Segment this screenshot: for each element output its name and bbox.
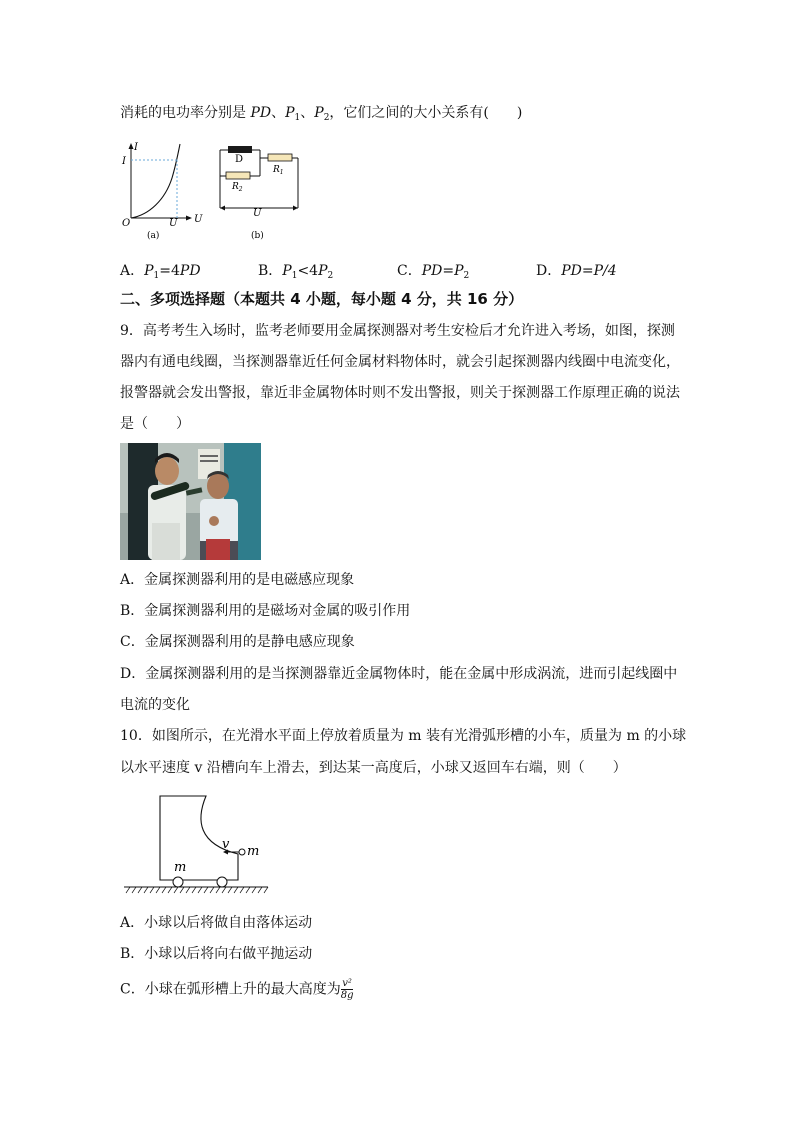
q8-option-c: C．$PD=P_2$ [397, 263, 470, 281]
q9-option-d-line-1: D．金属探测器利用的是当探测器靠近金属物体时，能在金属中形成涡流，进而引起线圈中 [120, 666, 678, 682]
y-tick-label: I [122, 156, 126, 167]
resistor-r2 [226, 172, 250, 179]
wheel-left-icon [173, 877, 183, 887]
q8-option-b: B．$P_1<4P_2$ [258, 263, 334, 281]
q10-stem-line-1: 10．如图所示，在光滑水平面上停放着质量为 m 装有光滑弧形槽的小车，质量为 m 的小球 [120, 728, 687, 744]
q10-option-a: A．小球以后将做自由落体运动 [120, 915, 313, 931]
q9-stem-line-2: 器内有通电线圈，当探测器靠近任何金属材料物体时，就会引起探测器内线圈中电流变化， [120, 354, 680, 370]
metal-detector-photo [120, 443, 261, 560]
u-label: U [253, 208, 262, 219]
section-heading: 二、多项选择题（本题共 4 小题，每小题 4 分，共 16 分） [120, 290, 524, 308]
caption-b: (b) [251, 231, 264, 240]
wheel-right-icon [217, 877, 227, 887]
r2-label: $R_2$ [232, 182, 243, 193]
q10-stem-line-2: 以水平速度 v 沿槽向车上滑去，到达某一高度后，小球又返回车右端，则（ ） [120, 760, 627, 776]
q8-option-d: D．PD=P/4 [536, 263, 617, 279]
q9-option-b: B．金属探测器利用的是磁场对金属的吸引作用 [120, 603, 411, 619]
x-tick-label: U [169, 218, 178, 229]
q9-stem-line-4: 是（ ） [120, 416, 190, 432]
x-axis-arrow-icon [186, 216, 192, 221]
y-axis-label: I [134, 142, 138, 153]
diode-label: D [235, 154, 244, 165]
iu-graph-figure [117, 140, 207, 240]
diode-d [228, 146, 252, 153]
u-arrow-left-icon [220, 206, 225, 211]
q8-option-a: A．$P_1=4PD$ [120, 263, 201, 281]
q8-options [120, 260, 680, 280]
ball-icon [239, 849, 245, 855]
caption-a: (a) [147, 231, 160, 240]
q9-stem-line-1: 9．高考考生入场时，监考老师要用金属探测器对考生安检后才允许进入考场，如图，探测 [120, 323, 675, 339]
resistor-r1 [268, 154, 292, 161]
cart-mass-label: m [174, 860, 187, 875]
iu-curve [131, 144, 180, 218]
y-axis-arrow-icon [129, 143, 134, 149]
q10-option-b: B．小球以后将向右做平抛运动 [120, 946, 313, 962]
height-fraction: $\frac{\text{v²}}{8g}$ [340, 978, 354, 1001]
origin-label: O [122, 218, 131, 229]
cart-figure [122, 792, 272, 896]
q8-stem: 消耗的电功率分别是 PD、$P_1$、$P_2$，它们之间的大小关系有( ) [120, 105, 523, 123]
x-axis-label: U [194, 214, 203, 225]
r1-label: $R_1$ [273, 165, 284, 176]
q9-stem-line-3: 报警器就会发出警报，靠近非金属物体时则不发出警报，则关于探测器工作原理正确的说法 [120, 385, 680, 401]
q10-option-c: C．小球在弧形槽上升的最大高度为 $\frac{\text{v²}}{8g}$ [120, 978, 354, 1001]
q9-option-d-line-2: 电流的变化 [120, 697, 190, 713]
ground-hatching [126, 887, 268, 893]
ball-mass-label: m [247, 844, 260, 859]
circuit-figure [214, 140, 306, 240]
u-arrow-right-icon [293, 206, 298, 211]
q9-option-a: A．金属探测器利用的是电磁感应现象 [120, 572, 355, 588]
q9-option-c: C．金属探测器利用的是静电感应现象 [120, 634, 355, 650]
velocity-label: v [222, 837, 230, 852]
